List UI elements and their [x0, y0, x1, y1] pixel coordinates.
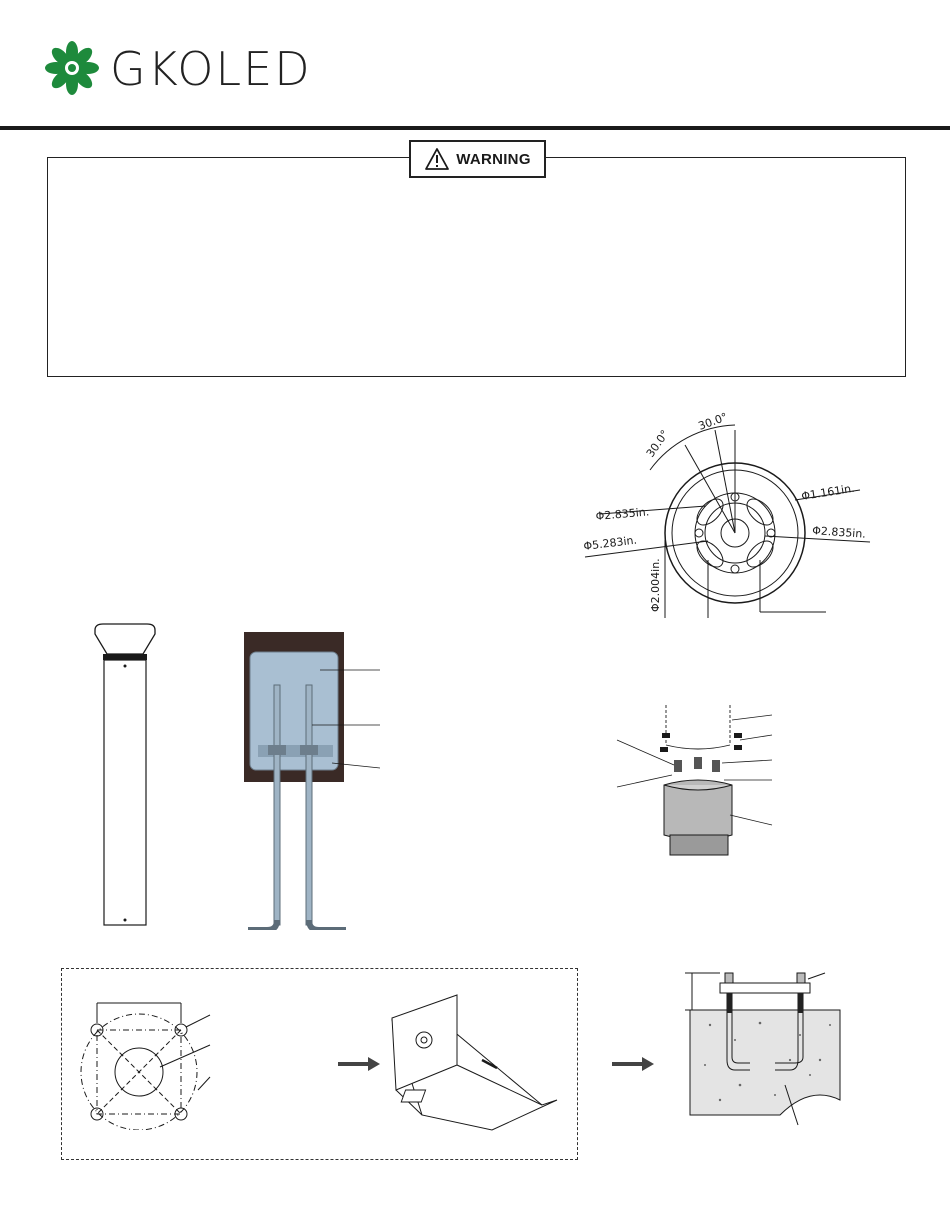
warning-box — [47, 157, 906, 377]
warning-tag — [409, 140, 546, 178]
header-rule — [0, 126, 950, 130]
dim-label-inner-left: Φ2.835in. — [595, 505, 650, 523]
arrow-icon — [338, 1057, 380, 1071]
template-sheet-diagram — [382, 990, 562, 1140]
dim-label-center: Φ1.161in. — [800, 481, 856, 503]
exploded-assembly — [612, 695, 792, 865]
brand-name: GKOLED — [110, 42, 312, 96]
concrete-foundation-diagram — [680, 965, 850, 1135]
warning-triangle-icon — [424, 147, 450, 171]
anchor-bolt-cutaway — [240, 630, 390, 930]
bollard-illustration — [85, 622, 165, 932]
brand-logo — [44, 40, 374, 98]
angle-label-2: 30.0° — [643, 427, 672, 460]
angle-label-1: 30.0° — [696, 410, 730, 433]
base-dimension-drawing — [580, 400, 880, 625]
dim-label-height: Φ2.004in. — [649, 558, 662, 612]
arrow-icon — [612, 1057, 654, 1071]
dim-label-outer: Φ5.283in. — [582, 533, 638, 553]
dim-label-inner-right: Φ2.835in. — [811, 524, 867, 541]
bolt-template-diagram — [70, 995, 220, 1130]
flower-logo-icon — [44, 40, 100, 96]
warning-label: WARNING — [456, 150, 531, 168]
